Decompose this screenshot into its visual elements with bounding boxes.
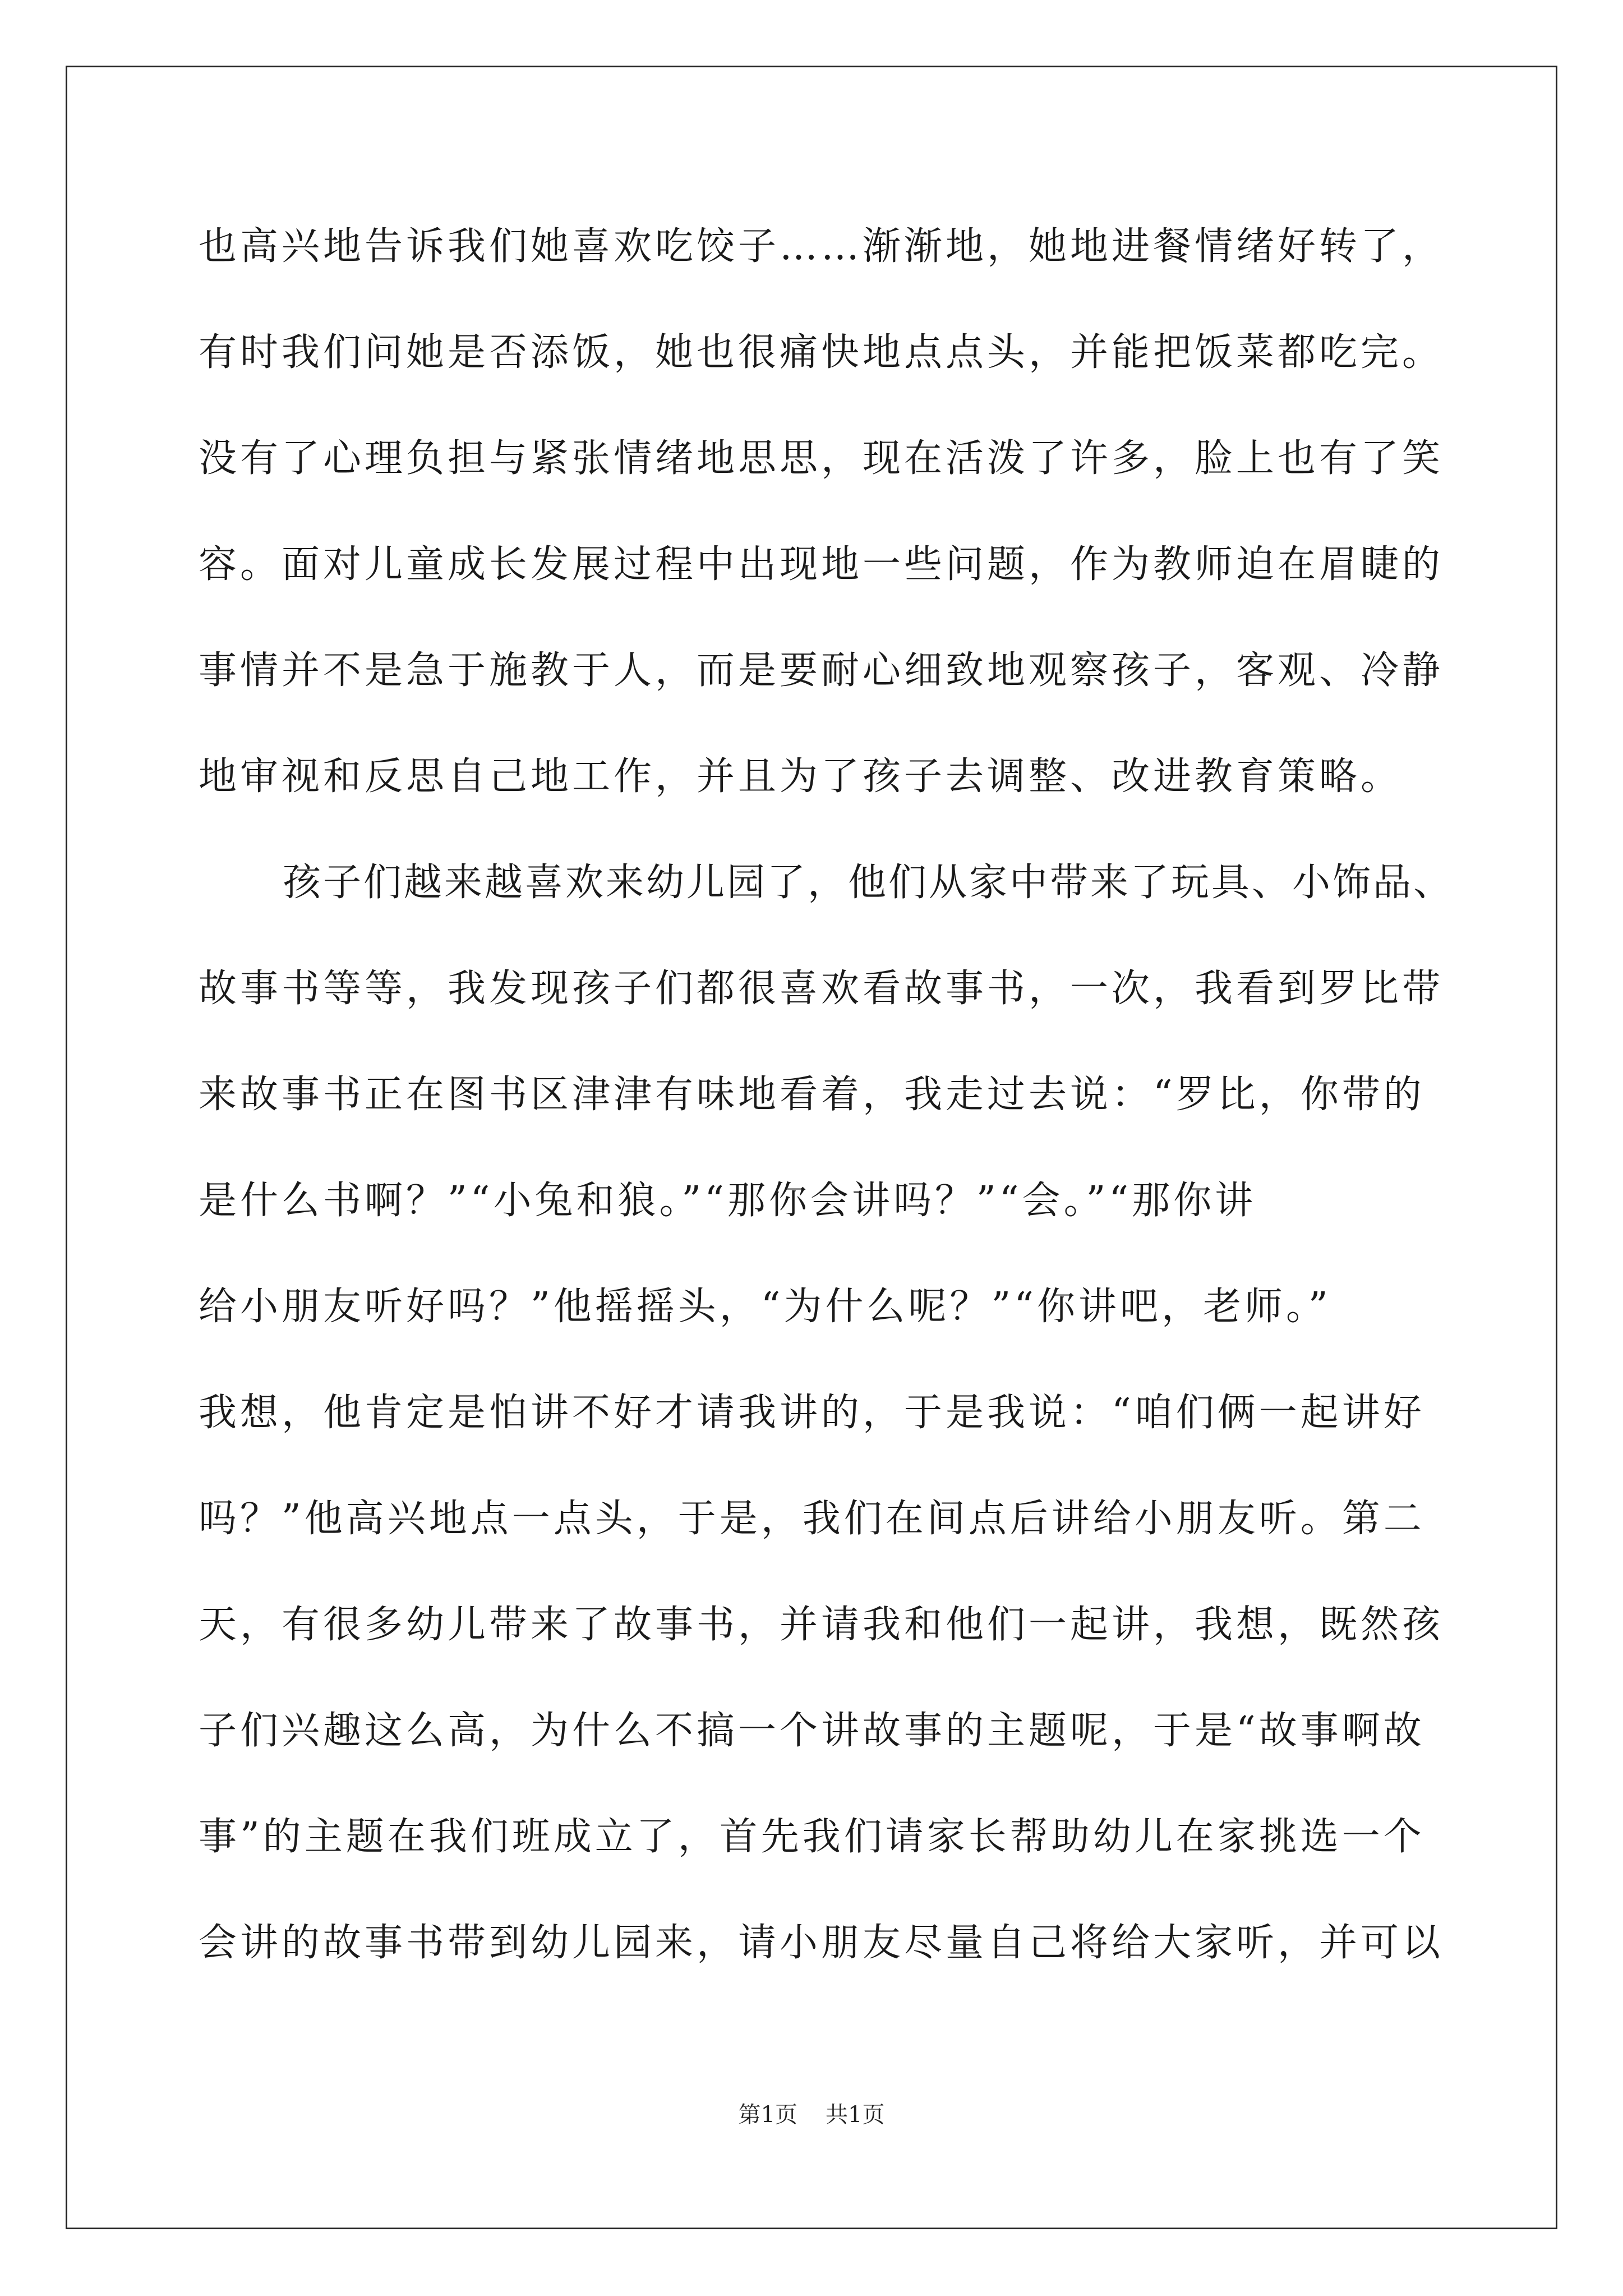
text-line: 事情并不是急于施教于人，而是要耐心细致地观察孩子，客观、冷静 bbox=[199, 648, 1444, 693]
text-line: 天，有很多幼儿带来了故事书，并请我和他们一起讲，我想，既然孩 bbox=[199, 1603, 1444, 1647]
text-line: 故事书等等，我发现孩子们都很喜欢看故事书，一次，我看到罗比带 bbox=[199, 967, 1444, 1011]
text-line: 子们兴趣这么高，为什么不搞一个讲故事的主题呢，于是“故事啊故 bbox=[199, 1709, 1425, 1753]
text-line: 吗？”他高兴地点一点头，于是，我们在间点后讲给小朋友听。第二 bbox=[199, 1497, 1425, 1541]
text-line: 会讲的故事书带到幼儿园来，请小朋友尽量自己将给大家听，并可以 bbox=[199, 1921, 1444, 1965]
document-body bbox=[199, 194, 1455, 1996]
text-line: 事”的主题在我们班成立了，首先我们请家长帮助幼儿在家挑选一个 bbox=[199, 1815, 1425, 1859]
text-line: 我想，他肯定是怕讲不好才请我讲的，于是我说：“咱们俩一起讲好 bbox=[199, 1391, 1425, 1435]
text-line: 容。面对儿童成长发展过程中出现地一些问题，作为教师迫在眉睫的 bbox=[199, 542, 1444, 587]
page-number: 第1页 bbox=[738, 2102, 797, 2128]
text-line: 是什么书啊？”“小兔和狼。”“那你会讲吗？”“会。”“那你讲 bbox=[199, 1179, 1257, 1223]
paragraph-first-line: 孩子们越来越喜欢来幼儿园了，他们从家中带来了玩具、小饰品、 bbox=[283, 861, 1454, 905]
text-line: 来故事书正在图书区津津有味地看着，我走过去说：“罗比，你带的 bbox=[199, 1073, 1425, 1117]
text-line: 地审视和反思自己地工作，并且为了孩子去调整、改进教育策略。 bbox=[199, 754, 1403, 799]
page-total: 共1页 bbox=[826, 2102, 885, 2128]
text-line: 没有了心理负担与紧张情绪地思思，现在活泼了许多，脸上也有了笑 bbox=[199, 436, 1444, 481]
text-line: 有时我们问她是否添饭，她也很痛快地点点头，并能把饭菜都吃完。 bbox=[199, 330, 1444, 375]
text-line: 也高兴地告诉我们她喜欢吃饺子……渐渐地，她地进餐情绪好转了， bbox=[199, 224, 1444, 269]
text-line: 给小朋友听好吗？”他摇摇头，“为什么呢？”“你讲吧，老师。” bbox=[199, 1285, 1331, 1329]
page-footer bbox=[0, 2098, 1623, 2132]
